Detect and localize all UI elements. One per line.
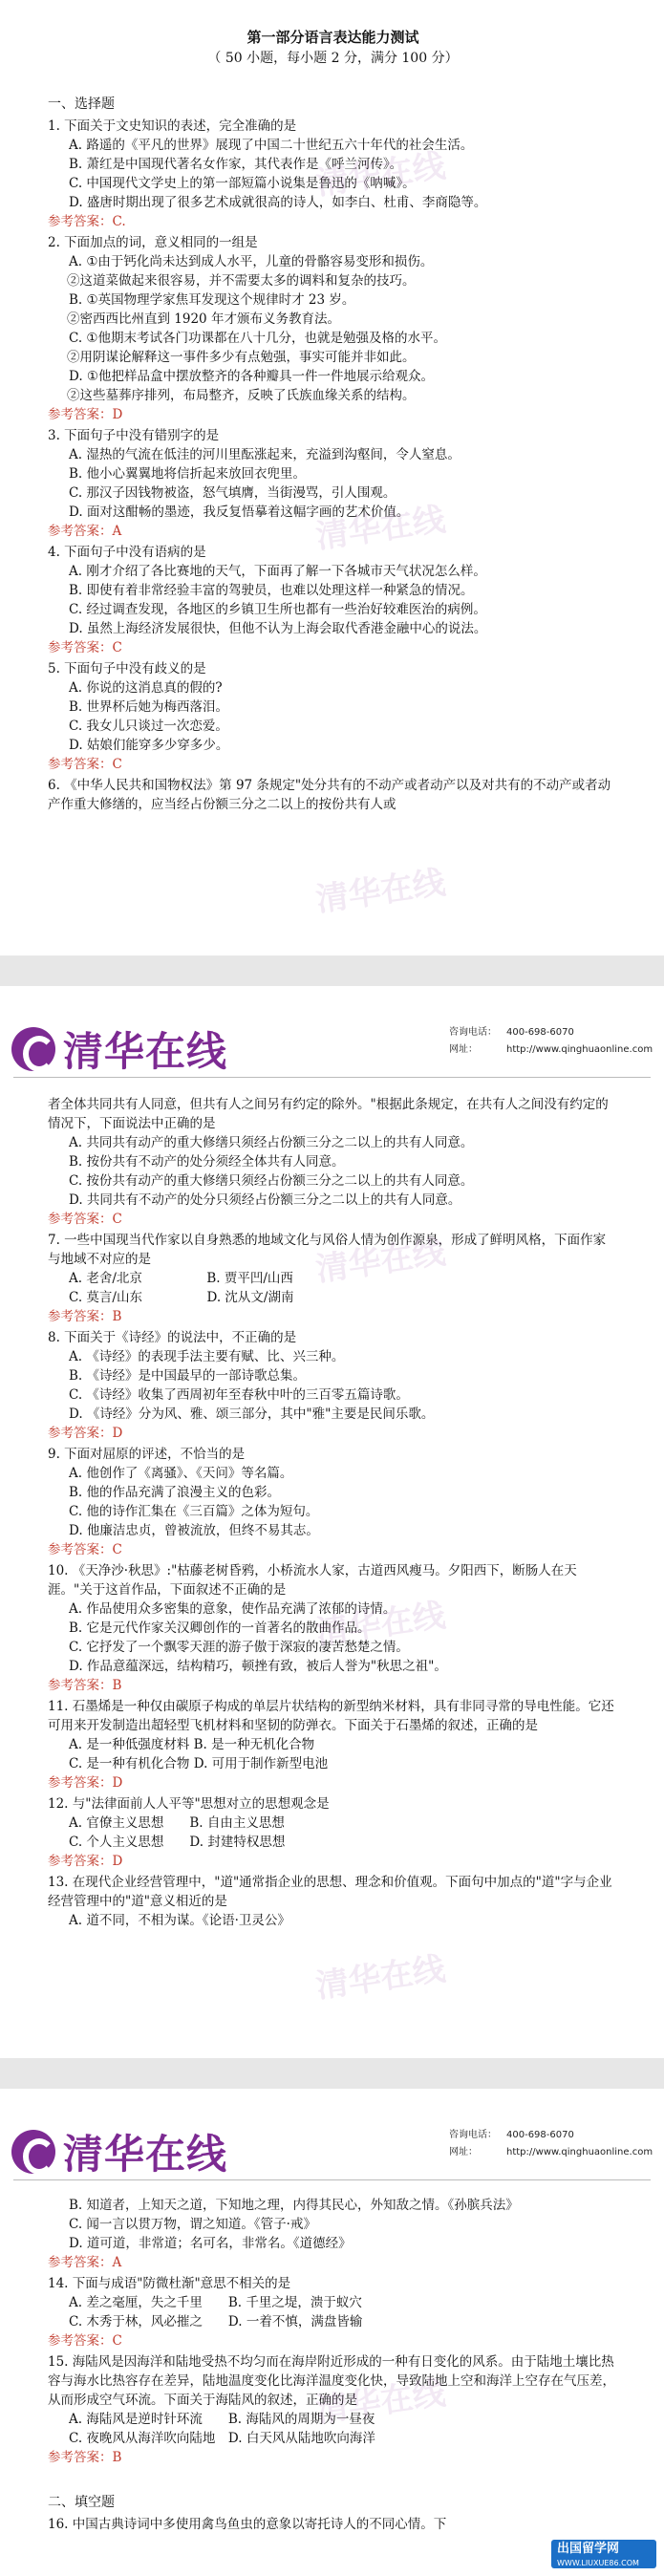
answer-option: A. 作品使用众多密集的意象，使作品充满了浓郁的诗情。: [69, 1601, 396, 1617]
question-text: 3. 下面句子中没有错别字的是: [48, 428, 220, 443]
answer-option: B. 知道者，上知天之道，下知地之理，内得其民心，外知敌之情。《孙膑兵法》: [69, 2198, 519, 2213]
phone-number: 400-698-6070: [506, 2130, 574, 2140]
answer-option: A. 他创作了《离骚》、《天问》等名篇。: [69, 1466, 293, 1481]
question-text: 12. 与"法律面前人人平等"思想对立的思想观念是: [48, 1796, 330, 1812]
answer-option: B. ①英国物理学家焦耳发现这个规律时才 23 岁。: [69, 292, 355, 308]
answer-option: A. 老舍/北京 B. 贾平凹/山西: [69, 1271, 293, 1286]
answer-option: A. 差之毫厘，失之千里 B. 千里之堤，溃于蚁穴: [69, 2295, 362, 2310]
contact-info: 咨询电话： 400-698-6070 网址： http://www.qinghuaonline.com: [449, 2130, 653, 2157]
question-text: 9. 下面对屈原的评述，不恰当的是: [48, 1447, 246, 1462]
answer-option: B. 世界杯后她为梅西落泪。: [69, 699, 229, 715]
answer-option: B. 按份共有不动产的处分须经全体共有人同意。: [69, 1154, 345, 1170]
reference-answer: 参考答案：D: [48, 1854, 123, 1869]
answer-option: D. 面对这酣畅的墨迹，我反复悟摹着这幅字画的艺术价值。: [69, 504, 410, 520]
contact-info: 咨询电话： 400-698-6070 网址： http://www.qinghuaonline.com: [449, 1027, 653, 1055]
answer-option: B. 即使有着非常经验丰富的驾驶员，也难以处理这样一种紧急的情况。: [69, 583, 474, 598]
answer-option: A. 是一种低强度材料 B. 是一种无机化合物: [69, 1737, 315, 1752]
question-text: 7. 一些中国现当代作家以自身熟悉的地域文化与风俗人情为创作源泉，形成了鲜明风格，下面作家与地域不对应的是: [48, 1233, 607, 1267]
answer-option: D. 《诗经》分为风、雅、颂三部分，其中"雅"主要是民间乐歌。: [69, 1406, 435, 1422]
logo-text: 清华在线: [63, 2131, 228, 2178]
answer-option: A. 路遥的《平凡的世界》展现了中国二十世纪五六十年代的社会生活。: [69, 138, 474, 153]
question-text: 8. 下面关于《诗经》的说法中，不正确的是: [48, 1330, 297, 1345]
watermark-text: 清华在线: [313, 1949, 448, 2007]
answer-option: A. 你说的这消息真的假的?: [69, 680, 223, 696]
question-text: 1. 下面关于文史知识的表述，完全准确的是: [48, 118, 297, 134]
answer-option: D. 作品意蕴深远，结构精巧，顿挫有致，被后人誉为"秋思之祖"。: [69, 1659, 447, 1674]
answer-option: C. 它抒发了一个飘零天涯的游子傲于深寂的凄苦愁楚之情。: [69, 1640, 409, 1655]
answer-option: D. 他廉洁忠贞，曾被流放，但终不易其志。: [69, 1523, 319, 1538]
answer-option: D. 盛唐时期出现了很多艺术成就很高的诗人，如李白、杜甫、李商隐等。: [69, 195, 487, 210]
reference-answer: 参考答案：D: [48, 1775, 123, 1791]
answer-option: B. 他小心翼翼地将信折起来放回衣兜里。: [69, 466, 307, 482]
answer-option: A. 官僚主义思想 B. 自由主义思想: [69, 1815, 285, 1831]
reference-answer: 参考答案：C: [48, 757, 122, 772]
answer-option: ②这道菜做起来很容易，并不需要太多的调料和复杂的技巧。: [67, 273, 416, 289]
answer-option: C. 按份共有动产的重大修缮只须经占份额三分之二以上的共有人同意。: [69, 1173, 474, 1189]
answer-option: D. 姑娘们能穿多少穿多少。: [69, 738, 229, 753]
watermark-text: 清华在线: [313, 863, 448, 920]
divider: [13, 2179, 651, 2180]
question-text: 6. 《中华人民共和国物权法》第 97 条规定"处分共有的不动产或者动产以及对共有的不动产或者动产作重大修缮的，应当经占份额三分之二以上的按份共有人或: [48, 778, 611, 812]
answer-option: B. 它是元代作家关汉卿创作的一首著名的散曲作品。: [69, 1621, 371, 1636]
answer-option: C. 莫言/山东 D. 沈从文/湖南: [69, 1290, 294, 1305]
question-text: 5. 下面句子中没有歧义的是: [48, 661, 206, 676]
reference-answer: 参考答案：A: [48, 2255, 122, 2270]
answer-option: D. 共同共有不动产的处分只须经占份额三分之二以上的共有人同意。: [69, 1192, 461, 1208]
watermark-text: 清华在线: [313, 146, 448, 204]
page-title: 第一部分语言表达能力测试: [246, 29, 419, 46]
answer-option: B. 他的作品充满了浪漫主义的色彩。: [69, 1485, 281, 1500]
answer-option: A. 道不同，不相为谋。《论语·卫灵公》: [69, 1913, 290, 1928]
reference-answer: 参考答案：B: [48, 2450, 122, 2465]
answer-option: ②这些墓葬序排列，布局整齐，反映了氏族血缘关系的结构。: [67, 388, 416, 403]
watermark-text: 清华在线: [313, 500, 448, 557]
answer-option: A. 湿热的气流在低洼的河川里酝涨起来，充溢到沟壑间，令人窒息。: [69, 447, 461, 462]
answer-option: A. 共同共有动产的重大修缮只须经占份额三分之二以上的共有人同意。: [69, 1135, 474, 1150]
website-link[interactable]: http://www.qinghuaonline.com: [506, 1044, 653, 1055]
answer-option: ②密西西比州直到 1920 年才颁布义务教育法。: [67, 311, 340, 327]
question-text: 4. 下面句子中没有语病的是: [48, 545, 206, 560]
reference-answer: 参考答案：C: [48, 640, 122, 655]
question-text: 2. 下面加点的词，意义相同的一组是: [48, 235, 258, 250]
answer-option: C. 中国现代文学史上的第一部短篇小说集是鲁迅的《呐喊》。: [69, 176, 416, 191]
reference-answer: 参考答案：C: [48, 1542, 122, 1557]
answer-option: C. ①他期末考试各门功课都在八十几分，也就是勉强及格的水平。: [69, 331, 447, 346]
page-header: [0, 986, 664, 1082]
reference-answer: 参考答案：B: [48, 1309, 122, 1324]
answer-option: B. 萧红是中国现代著名女作家，其代表作是《呼兰河传》。: [69, 157, 403, 172]
question-text: 16. 中国古典诗词中多使用禽鸟鱼虫的意象以寄托诗人的不同心情。下: [48, 2517, 447, 2532]
reference-answer: 参考答案：C.: [48, 214, 126, 229]
answer-option: C. 我女儿只谈过一次恋爱。: [69, 719, 228, 734]
answer-option: C. 夜晚风从海洋吹向陆地 D. 白天风从陆地吹向海洋: [69, 2431, 375, 2446]
answer-option: ②用阴谋论解释这一事件多少有点勉强，事实可能并非如此。: [67, 350, 416, 365]
answer-option: C. 闻一言以贯万物，谓之知道。《管子·戒》: [69, 2217, 316, 2232]
answer-option: D. ①他把样品盒中摆放整齐的各种瓣具一件一件地展示给观众。: [69, 369, 435, 384]
reference-answer: 参考答案：D: [48, 1426, 123, 1441]
answer-option: C. 他的诗作汇集在《三百篇》之体为短句。: [69, 1504, 319, 1519]
question-list: [48, 117, 618, 814]
question-text: 14. 下面与成语"防微杜渐"意思不相关的是: [48, 2276, 291, 2291]
question-text: 13. 在现代企业经营管理中，"道"通常指企业的思想、理念和价值观。下面句中加点的"道"字与企业经营管理中的"道"意义相近的是: [48, 1875, 612, 1909]
document-page-3: [0, 2089, 664, 2576]
phone-number: 400-698-6070: [506, 1027, 574, 1038]
document-page-2: [0, 986, 664, 2058]
page-subtitle: （ 50 小题，每小题 2 分，满分 100 分）: [207, 51, 459, 66]
question-list: [48, 2196, 618, 2534]
logo-icon: [11, 2130, 55, 2174]
answer-option: A. 《诗经》的表现手法主要有赋、比、兴三种。: [69, 1349, 345, 1364]
answer-option: A. 刚才介绍了各比赛地的天气，下面再了解一下各城市天气状况怎么样。: [69, 564, 486, 579]
answer-option: C. 《诗经》收集了西周初年至春秋中叶的三百零五篇诗歌。: [69, 1387, 409, 1403]
answer-option: B. 《诗经》是中国最早的一部诗歌总集。: [69, 1368, 307, 1384]
watermark-text: 清华在线: [313, 1596, 448, 1653]
reference-answer: 参考答案：C: [48, 1212, 122, 1227]
reference-answer: 参考答案：C: [48, 2333, 122, 2349]
question-text: 15. 海陆风是因海洋和陆地受热不均匀而在海岸附近形成的一种有日变化的风系。由于陆地土壤比热容与海水比热容存在差异，陆地温度变化比海洋温度变化快，导致陆地上空和海洋上空存在气压差，从而形成空气环流。下面关于海陆风的叙述，正确的是: [48, 2354, 615, 2408]
logo-text: 清华在线: [63, 1028, 228, 1075]
site-badge[interactable]: 出国留学网 WWW.LIUXUE86.COM: [551, 2540, 656, 2568]
reference-answer: 参考答案：B: [48, 1678, 122, 1693]
question-text: 者全体共同共有人同意，但共有人之间另有约定的除外。"根据此条规定，在共有人之间没有约定的情况下，下面说法中正确的是: [48, 1097, 609, 1131]
page-header: [0, 2089, 664, 2184]
section-heading: 二、填空题: [48, 2495, 115, 2510]
reference-answer: 参考答案：D: [48, 407, 123, 422]
answer-option: C. 经过调查发现，各地区的乡镇卫生所也都有一些治好较难医治的病例。: [69, 602, 486, 617]
logo-icon: [11, 1027, 55, 1071]
answer-option: D. 道可道，非常道；名可名，非常名。《道德经》: [69, 2236, 352, 2251]
question-text: 11. 石墨烯是一种仅由碳原子构成的单层片状结构的新型纳米材料，具有非同寻常的导电性能。它还可用来开发制造出超轻型飞机材料和坚韧的防弹衣。下面关于石墨烯的叙述，正确的是: [48, 1699, 614, 1733]
document-page-1: [0, 0, 664, 955]
watermark-text: 清华在线: [313, 1233, 448, 1290]
watermark-text: 清华在线: [313, 2373, 448, 2431]
question-text: 10. 《天净沙·秋思》:"枯藤老树昏鸦，小桥流水人家，古道西风瘦马。夕阳西下，断肠人在天涯。"关于这首作品，下面叙述不正确的是: [48, 1563, 577, 1598]
reference-answer: 参考答案：A: [48, 524, 122, 539]
section-heading: 一、选择题: [48, 97, 115, 112]
answer-option: A. ①由于钙化尚未达到成人水平，儿童的骨骼容易变形和损伤。: [69, 254, 434, 269]
answer-option: C. 个人主义思想 D. 封建特权思想: [69, 1835, 286, 1850]
answer-option: C. 那汉子因钱物被盗，怒气填膺，当街漫骂，引人围观。: [69, 485, 396, 501]
divider: [13, 1077, 651, 1078]
answer-option: C. 木秀于林，风必摧之 D. 一着不慎，满盘皆输: [69, 2314, 363, 2329]
answer-option: D. 虽然上海经济发展很快，但他不认为上海会取代香港金融中心的说法。: [69, 621, 487, 636]
website-link[interactable]: http://www.qinghuaonline.com: [506, 2147, 653, 2157]
answer-option: A. 海陆风是逆时针环流 B. 海陆风的周期为一昼夜: [69, 2412, 375, 2427]
question-list: [48, 1095, 618, 1930]
answer-option: C. 是一种有机化合物 D. 可用于制作新型电池: [69, 1756, 329, 1771]
